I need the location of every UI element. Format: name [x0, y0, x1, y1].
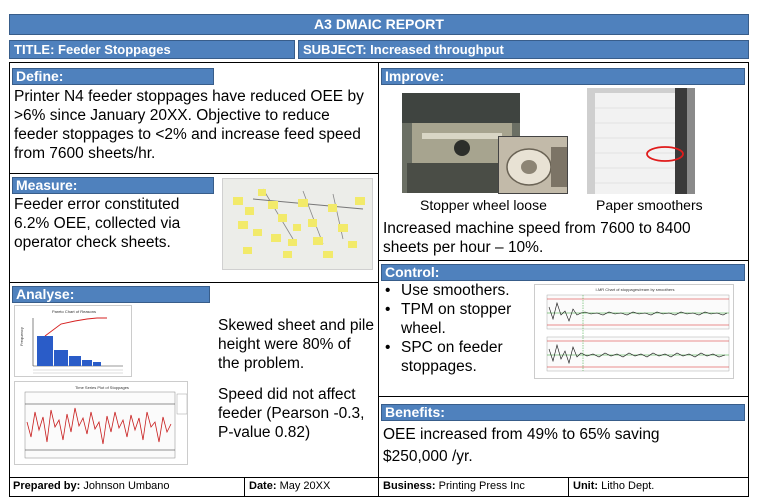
column-divider [378, 62, 379, 478]
paper-smoothers-photo [587, 88, 695, 194]
spc-control-chart-image [534, 284, 734, 379]
prepared-label: Prepared by: [13, 480, 81, 492]
footer-date [245, 478, 379, 497]
unit-value: Litho Dept. [601, 480, 655, 492]
improve-caption-1: Stopper wheel loose [420, 197, 547, 213]
define-measure-divider [9, 173, 379, 174]
footer-business [379, 478, 569, 497]
benefits-header: Benefits: [381, 404, 745, 421]
svg-text:Pareto Chart of Reasons: Pareto Chart of Reasons [51, 309, 97, 314]
date-label: Date: [249, 480, 277, 492]
measure-text: Feeder error constituted 6.2% OEE, collected via operator check sheets. [14, 196, 181, 251]
improve-caption-2: Paper smoothers [596, 197, 703, 213]
footer-prepared-by [9, 478, 245, 497]
stopper-wheel-photo [498, 136, 568, 194]
analyse-finding-2: Speed did not affect feeder (Pearson -0.3, P-value 0.82) [218, 386, 365, 441]
improve-text: Increased machine speed from 7600 to 8400 sheets per hour – 10%. [383, 220, 691, 256]
business-label: Business: [383, 480, 436, 492]
improve-header: Improve: [381, 68, 745, 85]
unit-label: Unit: [573, 480, 599, 492]
report-title: A3 DMAIC REPORT [9, 14, 749, 35]
measure-analyse-divider [9, 282, 379, 283]
prepared-value: Johnson Umbano [83, 480, 170, 492]
subject-label: SUBJECT: Increased throughput [298, 40, 749, 59]
control-header: Control: [381, 264, 745, 281]
sticky-notes-photo [222, 178, 373, 270]
analyse-finding-1: Skewed sheet and pile height were 80% of the problem. [218, 317, 374, 372]
svg-text:I-MR Chart of stoppages/ream b: I-MR Chart of stoppages/ream by smoothers [595, 287, 675, 292]
control-list [383, 281, 531, 376]
analyse-header: Analyse: [12, 286, 210, 303]
improve-control-divider [378, 260, 749, 261]
control-item: • TPM on stopper wheel. [383, 300, 531, 338]
benefits-text: OEE increased from 49% to 65% saving $250,000 /yr. [383, 426, 660, 465]
control-benefits-divider [378, 396, 749, 397]
footer-unit [569, 478, 749, 497]
svg-text:Frequency: Frequency [19, 327, 24, 346]
control-item: • SPC on feeder stoppages. [383, 338, 531, 376]
title-label: TITLE: Feeder Stoppages [9, 40, 295, 59]
svg-text:Time Series Plot of Stoppages: Time Series Plot of Stoppages [75, 385, 129, 390]
define-text: Printer N4 feeder stoppages have reduced OEE by >6% since January 20XX. Objective to reduce feeder stoppages to <2% and increase feed speed from 7600 sheets/hr. [14, 88, 364, 162]
define-header: Define: [12, 68, 214, 85]
measure-header: Measure: [12, 177, 214, 194]
control-item: • Use smoothers. [383, 281, 531, 300]
date-value: May 20XX [279, 480, 331, 492]
pareto-chart-image [14, 305, 132, 377]
run-chart-image [14, 381, 188, 465]
business-value: Printing Press Inc [438, 480, 525, 492]
